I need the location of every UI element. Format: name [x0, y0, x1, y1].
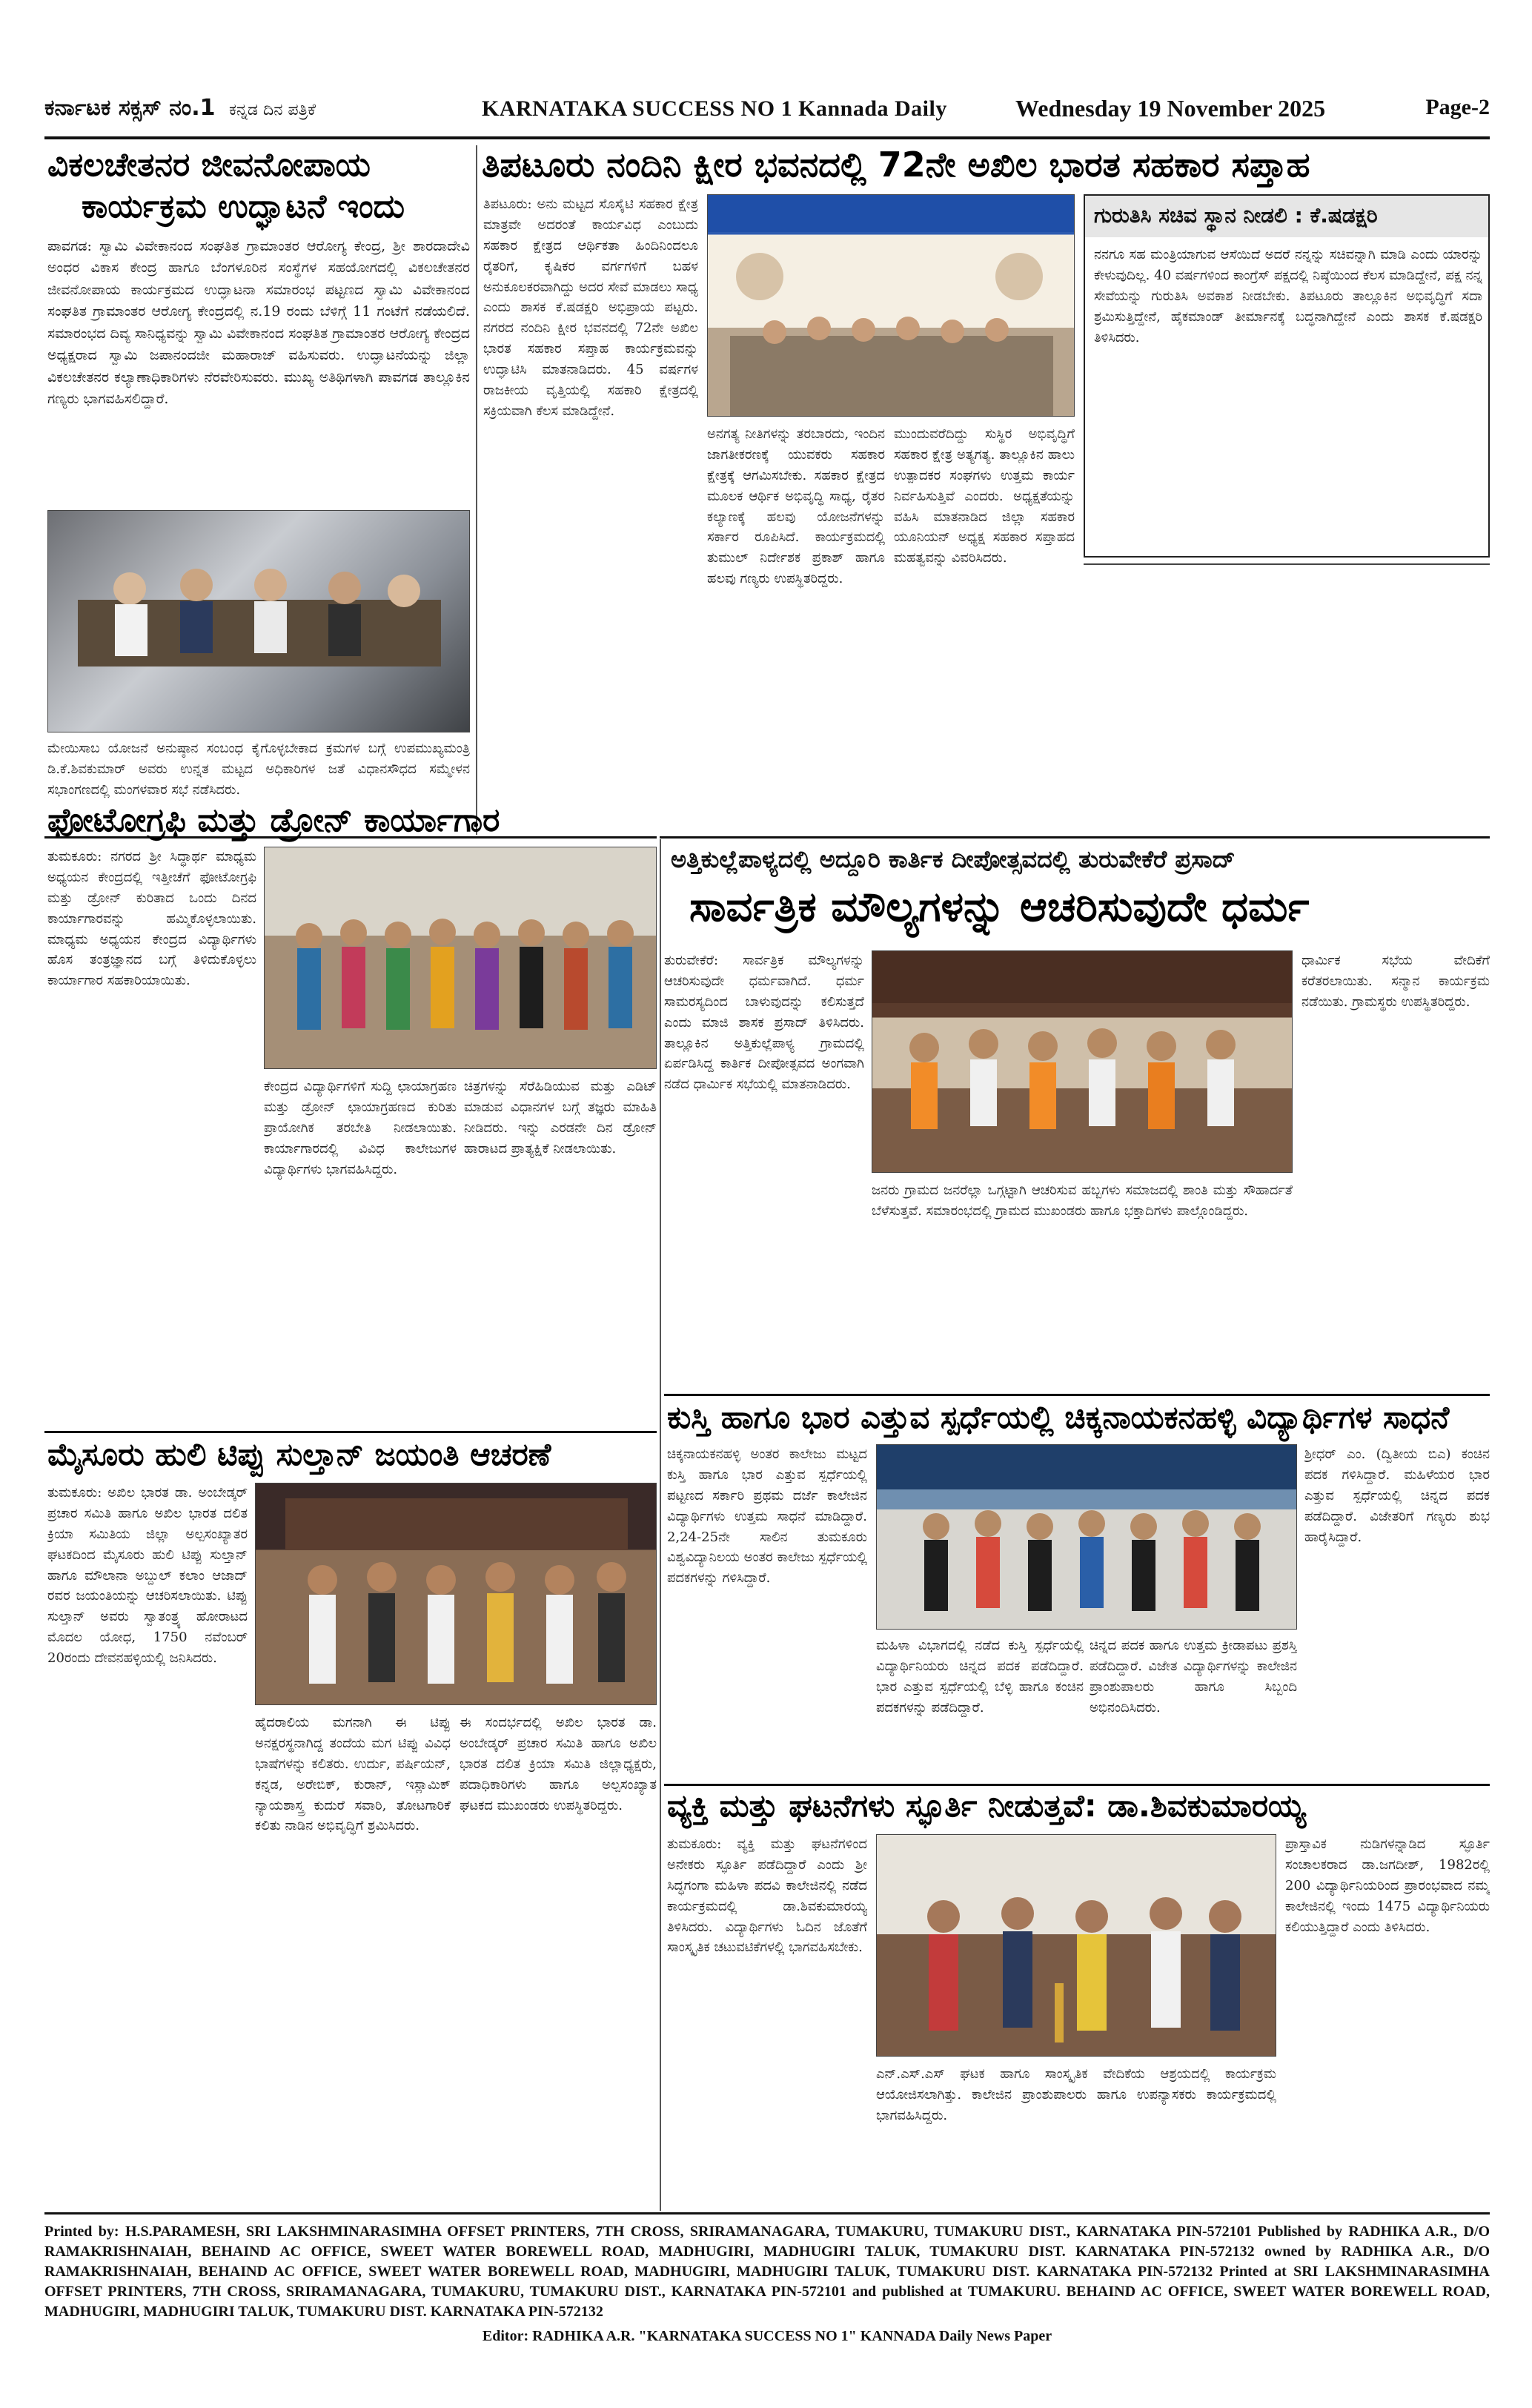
article-6-col-1: ಚಿಕ್ಕನಾಯಕನಹಳ್ಳಿ ಅಂತರ ಕಾಲೇಜು ಮಟ್ಟದ ಕುಸ್ತಿ ಹಾಗೂ ಭಾರ ಎತ್ತುವ ಸ್ಪರ್ಧೆಯಲ್ಲಿ ಪಟ್ಟಣದ ಸರ್ಕಾರಿ ಪ್ರಥಮ ದರ್ಜೆ ಕಾಲೇಜಿನ ವಿದ್ಯಾರ್ಥಿಗಳು ಉತ್ತಮ ಸಾಧನೆ ಮಾಡಿದ್ದಾರೆ. 2,24-25ನೇ ಸಾಲಿನ ತುಮಕೂರು ವಿಶ್ವವಿದ್ಯಾನಿಲಯ ಅಂತರ ಕಾಲೇಜು ಸ್ಪರ್ಧೆಯಲ್ಲಿ ಪದಕಗಳನ್ನು ಗಳಿಸಿದ್ದಾರೆ.: [667, 1446, 867, 1587]
article-3-box: [1084, 194, 1490, 558]
section-divider: [44, 1431, 657, 1433]
article-8-col-1: ತುಮಕೂರು: ವ್ಯಕ್ತಿ ಮತ್ತು ಘಟನೆಗಳಿಂದ ಅನೇಕರು ಸ್ಫೂರ್ತಿ ಪಡೆದಿದ್ದಾರೆ ಎಂದು ಶ್ರೀ ಸಿದ್ಧಗಂಗಾ ಮಹಿಳಾ ಪದವಿ ಕಾಲೇಜಿನಲ್ಲಿ ನಡೆದ ಕಾರ್ಯಕ್ರಮದಲ್ಲಿ ಡಾ.ಶಿವಕುಮಾರಯ್ಯ ತಿಳಿಸಿದರು. ವಿದ್ಯಾರ್ಥಿಗಳು ಓದಿನ ಜೊತೆಗೆ ಸಾಂಸ್ಕೃತಿಕ ಚಟುವಟಿಕೆಗಳಲ್ಲಿ ಭಾಗವಹಿಸಬೇಕು.: [667, 1836, 867, 1956]
article-5-col-3: ಧಾರ್ಮಿಕ ಸಭೆಯ ವೇದಿಕೆಗೆ ಕರೆತರಲಾಯಿತು. ಸನ್ಮಾನ ಕಾರ್ಯಕ್ರಮ ನಡೆಯಿತು. ಗ್ರಾಮಸ್ಥರು ಉಪಸ್ಥಿತರಿದ್ದರು.: [1301, 953, 1490, 1010]
article-7-col-2: ಹೈದರಾಲಿಯ ಮಗನಾಗಿ ಈ ಟಿಪ್ಪು ಅನಕ್ಷರಸ್ಥನಾಗಿದ್ದ ತಂದೆಯ ಮಗ ಟಿಪ್ಪು ವಿವಿಧ ಭಾಷೆಗಳನ್ನು ಕಲಿತರು. ಉರ್ದು, ಪರ್ಷಿಯನ್, ಕನ್ನಡ, ಅರೇಬಿಕ್, ಕುರಾನ್, ಇಸ್ಲಾಮಿಕ್ ನ್ಯಾಯಶಾಸ್ತ್ರ ಕುದುರೆ ಸವಾರಿ, ತೋಟಗಾರಿಕೆ ಕಲಿತು ನಾಡಿನ ಅಭಿವೃದ್ಧಿಗೆ ಶ್ರಮಿಸಿದರು.: [255, 1715, 451, 1834]
article-1-headline-line-1: ವಿಕಲಚೇತನರ ಜೀವನೋಪಾಯ: [47, 146, 371, 184]
article-7-col-3: ಈ ಸಂದರ್ಭದಲ್ಲಿ ಅಖಿಲ ಭಾರತ ಡಾ. ಅಂಬೇಡ್ಕರ್ ಪ್ರಚಾರ ಸಮಿತಿ ಹಾಗೂ ಅಖಿಲ ಭಾರತ ದಲಿತ ಕ್ರಿಯಾ ಸಮಿತಿ ಜಿಲ್ಲಾಧ್ಯಕ್ಷರು, ಪದಾಧಿಕಾರಿಗಳು ಹಾಗೂ ಅಲ್ಪಸಂಖ್ಯಾತ ಘಟಕದ ಮುಖಂಡರು ಉಪಸ್ಥಿತರಿದ್ದರು.: [460, 1715, 657, 1813]
masthead-english-title: KARNATAKA SUCCESS NO 1 Kannada Daily: [482, 96, 947, 121]
article-3-inset-photo: [1084, 563, 1490, 565]
article-5-headline-top: ಅತ್ತಿಕುಲ್ಲೆಪಾಳ್ಯದಲ್ಲಿ ಅದ್ದೂರಿ ಕಾರ್ತಿಕ ದೀಪೋತ್ಸವದಲ್ಲಿ ತುರುವೇಕೆರೆ ಪ್ರಸಾದ್: [671, 845, 1236, 873]
masthead-kannada-title: [44, 95, 316, 121]
column-divider: [476, 145, 477, 835]
article-4-col-3: ಚಿತ್ರಗಳನ್ನು ಸೆರೆಹಿಡಿಯುವ ಮತ್ತು ಎಡಿಟ್ ಮಾಡುವ ವಿಧಾನಗಳ ಬಗ್ಗೆ ತಜ್ಞರು ಮಾಹಿತಿ ನೀಡಿದರು. ಇನ್ನು ಎರಡನೇ ದಿನ ಡ್ರೋನ್ ಹಾರಾಟದ ಪ್ರಾತ್ಯಕ್ಷಿಕೆ ನೀಡಲಾಯಿತು.: [464, 1079, 657, 1157]
article-2-headline: ತಿಪಟೂರು ನಂದಿನಿ ಕ್ಷೀರ ಭವನದಲ್ಲಿ 72ನೇ ಅಖಿಲ ಭಾರತ ಸಹಕಾರ ಸಪ್ತಾಹ: [482, 145, 1310, 185]
article-8-col-3: ಪ್ರಾಸ್ತಾವಿಕ ನುಡಿಗಳನ್ನಾಡಿದ ಸ್ಫೂರ್ತಿ ಸಂಚಾಲಕರಾದ ಡಾ.ಜಗದೀಶ್, 1982ರಲ್ಲಿ 200 ವಿದ್ಯಾರ್ಥಿನಿಯರಿಂದ ಪ್ರಾರಂಭವಾದ ನಮ್ಮ ಕಾಲೇಜಿನಲ್ಲಿ ಇಂದು 1475 ವಿದ್ಯಾರ್ಥಿನಿಯರು ಕಲಿಯುತ್ತಿದ್ದಾರೆ ಎಂದು ತಿಳಿಸಿದರು.: [1285, 1836, 1490, 1935]
article-5-photo: [872, 950, 1293, 1173]
article-6-col-2: ಮಹಿಳಾ ವಿಭಾಗದಲ್ಲಿ ನಡೆದ ಕುಸ್ತಿ ಸ್ಪರ್ಧೆಯಲ್ಲಿ ವಿದ್ಯಾರ್ಥಿನಿಯರು ಚಿನ್ನದ ಪದಕ ಪಡೆದಿದ್ದಾರೆ. ಭಾರ ಎತ್ತುವ ಸ್ಪರ್ಧೆಯಲ್ಲಿ ಬೆಳ್ಳಿ ಹಾಗೂ ಕಂಚಿನ ಪದಕಗಳನ್ನು ಪಡೆದಿದ್ದಾರೆ.: [876, 1638, 1084, 1716]
article-3-headline: ಗುರುತಿಸಿ ಸಚಿವ ಸ್ಥಾನ ನೀಡಲಿ : ಕೆ.ಷಡಕ್ಷರಿ: [1094, 203, 1378, 228]
section-divider: [664, 1784, 1490, 1786]
footer-imprint: [44, 2212, 1490, 2346]
section-divider: [664, 1394, 1490, 1396]
footer-editor-line: Editor: RADHIKA A.R. "KARNATAKA SUCCESS NO 1" KANNADA Daily News Paper: [482, 2328, 1052, 2344]
kannada-title-text: ಕರ್ನಾಟಕ ಸಕ್ಸಸ್ ನಂ.1: [44, 95, 216, 121]
masthead: [44, 89, 1490, 139]
article-4-headline: ಫೋಟೋಗ್ರಫಿ ಮತ್ತು ಡ್ರೋನ್ ಕಾರ್ಯಾಗಾರ: [47, 801, 500, 839]
article-2-col-2: ಅನಗತ್ಯ ನೀತಿಗಳನ್ನು ತರಬಾರದು, ಇಂದಿನ ಜಾಗತೀಕರಣಕ್ಕೆ ಯುವಕರು ಸಹಕಾರ ಕ್ಷೇತ್ರಕ್ಕೆ ಆಗಮಿಸಬೇಕು. ಸಹಕಾರ ಕ್ಷೇತ್ರದ ಮೂಲಕ ಆರ್ಥಿಕ ಅಭಿವೃದ್ಧಿ ಸಾಧ್ಯ, ರೈತರ ಕಲ್ಯಾಣಕ್ಕೆ ಹಲವು ಯೋಜನೆಗಳನ್ನು ಸರ್ಕಾರ ರೂಪಿಸಿದೆ. ಕಾರ್ಯಕ್ರಮದಲ್ಲಿ ತುಮುಲ್ ನಿರ್ದೇಶಕ ಪ್ರಕಾಶ್ ಹಾಗೂ ಹಲವು ಗಣ್ಯರು ಉಪಸ್ಥಿತರಿದ್ದರು.: [707, 426, 885, 587]
article-1-photo-caption: ಮೇಯಿಸಾಬ ಯೋಜನೆ ಅನುಷ್ಠಾನ ಸಂಬಂಧ ಕೈಗೊಳ್ಳಬೇಕಾದ ಕ್ರಮಗಳ ಬಗ್ಗೆ ಉಪಮುಖ್ಯಮಂತ್ರಿ ಡಿ.ಕೆ.ಶಿವಕುಮಾರ್ ಅವರು ಉನ್ನತ ಮಟ್ಟದ ಅಧಿಕಾರಿಗಳ ಜತೆ ವಿಧಾನಸೌಧದ ಸಮ್ಮೇಳನ ಸಭಾಂಗಣದಲ್ಲಿ ಮಂಗಳವಾರ ಸಭೆ ನಡೆಸಿದರು.: [47, 741, 470, 798]
article-7-headline: ಮೈಸೂರು ಹುಲಿ ಟಿಪ್ಪು ಸುಲ್ತಾನ್ ಜಯಂತಿ ಆಚರಣೆ: [47, 1436, 551, 1472]
article-6-photo: [876, 1444, 1297, 1630]
column-divider: [660, 839, 661, 2211]
article-2-col-3: ಮುಂದುವರೆದಿದ್ದು ಸುಸ್ಥಿರ ಅಭಿವೃದ್ಧಿಗೆ ಸಹಕಾರ ಕ್ಷೇತ್ರ ಅತ್ಯಗತ್ಯ. ತಾಲ್ಲೂಕಿನ ಹಾಲು ಉತ್ಪಾದಕರ ಸಂಘಗಳು ಉತ್ತಮ ಕಾರ್ಯ ನಿರ್ವಹಿಸುತ್ತಿವೆ ಎಂದರು. ಅಧ್ಯಕ್ಷತೆಯನ್ನು ವಹಿಸಿ ಮಾತನಾಡಿದ ಜಿಲ್ಲಾ ಸಹಕಾರ ಯೂನಿಯನ್ ಅಧ್ಯಕ್ಷ ಸಹಕಾರ ಸಪ್ತಾಹದ ಮಹತ್ವವನ್ನು ವಿವರಿಸಿದರು.: [894, 426, 1075, 566]
footer-imprint-text: Printed by: H.S.PARAMESH, SRI LAKSHMINARASIMHA OFFSET PRINTERS, 7TH CROSS, SRIRAMANAGARA, TUMAKURU, TUMAKURU DIST., KARNATAKA PIN-572101 Published by RADHIKA A.R., D/O RAMAKRISHNAIAH, BEHAIND AC OFFICE, SWEET WATER BOREWELL ROAD, MADHUGIRI, MADHUGIRI TALUK, TUMAKURU DIST. KARNATAKA PIN-572132 owned by RADHIKA A.R., D/O RAMAKRISHNAIAH, BEHAIND AC OFFICE, SWEET WATER BOREWELL ROAD, MADHUGIRI, MADHUGIRI TALUK, TUMAKURU DIST. KARNATAKA PIN-572132 Printed at SRI LAKSHMINARASIMHA OFFSET PRINTERS, 7TH CROSS, SRIRAMANAGARA, TUMAKURU, TUMAKURU DIST., KARNATAKA PIN-572101 and published at TUMAKURU. BEHAIND AC OFFICE, SWEET WATER BOREWELL ROAD, MADHUGIRI, MADHUGIRI TALUK, TUMAKURU DIST. KARNATAKA PIN-572132: [44, 2223, 1490, 2320]
article-8-photo: [876, 1834, 1276, 2057]
article-2-col-1: ತಿಪಟೂರು: ಅನು ಮಟ್ಟದ ಸೊಸೈಟಿ ಸಹಕಾರ ಕ್ಷೇತ್ರ ಮಾತ್ರವೇ ಅದರಂತೆ ಕಾರ್ಯವಿಧ ಎಂಬುದು ಸಹಕಾರ ಕ್ಷೇತ್ರದ ಆರ್ಥಿಕತಾ ಹಿಂದಿನಿಂದಲೂ ರೈತರಿಗೆ, ಕೃಷಿಕರ ವರ್ಗಗಳಿಗೆ ಬಹಳ ಅನುಕೂಲಕರವಾಗಿದ್ದು ಅದರ ಸೇವೆ ಮಾಡಲು ಸಾಧ್ಯ ಎಂದು ಶಾಸಕ ಕೆ.ಷಡಕ್ಷರಿ ಅಭಿಪ್ರಾಯ ಪಟ್ಟರು. ನಗರದ ನಂದಿನಿ ಕ್ಷೀರ ಭವನದಲ್ಲಿ 72ನೇ ಅಖಿಲ ಭಾರತ ಸಹಕಾರ ಸಪ್ತಾಹ ಕಾರ್ಯಕ್ರಮವನ್ನು ಉದ್ಘಾಟಿಸಿ ಮಾತನಾಡಿದರು. 45 ವರ್ಷಗಳ ರಾಜಕೀಯ ವೃತ್ತಿಯಲ್ಲಿ ಸಹಕಾರಿ ಕ್ಷೇತ್ರದಲ್ಲಿ ಸಕ್ರಿಯವಾಗಿ ಕೆಲಸ ಮಾಡಿದ್ದೇನೆ.: [483, 196, 698, 419]
article-7-col-1: ತುಮಕೂರು: ಅಖಿಲ ಭಾರತ ಡಾ. ಅಂಬೇಡ್ಕರ್ ಪ್ರಚಾರ ಸಮಿತಿ ಹಾಗೂ ಅಖಿಲ ಭಾರತ ದಲಿತ ಕ್ರಿಯಾ ಸಮಿತಿಯ ಜಿಲ್ಲಾ ಅಲ್ಪಸಂಖ್ಯಾತರ ಘಟಕದಿಂದ ಮೈಸೂರು ಹುಲಿ ಟಿಪ್ಪು ಸುಲ್ತಾನ್ ಹಾಗೂ ಮೌಲಾನಾ ಅಬ್ದುಲ್ ಕಲಾಂ ಆಜಾದ್ ರವರ ಜಯಂತಿಯನ್ನು ಆಚರಿಸಲಾಯಿತು. ಟಿಪ್ಪು ಸುಲ್ತಾನ್ ಅವರು ಸ್ವಾತಂತ್ರ್ಯ ಹೋರಾಟದ ಮೊದಲ ಯೋಧ, 1750 ನವೆಂಬರ್ 20ರಂದು ದೇವನಹಳ್ಳಿಯಲ್ಲಿ ಜನಿಸಿದರು.: [47, 1485, 248, 1667]
article-1-body: ಪಾವಗಡ: ಸ್ವಾಮಿ ವಿವೇಕಾನಂದ ಸಂಘತಿತ ಗ್ರಾಮಾಂತರ ಆರೋಗ್ಯ ಕೇಂದ್ರ, ಶ್ರೀ ಶಾರದಾದೇವಿ ಅಂಧರ ವಿಕಾಸ ಕೇಂದ್ರ ಹಾಗೂ ಬೆಂಗಳೂರಿನ ಸಂಸ್ಥೆಗಳ ಸಹಯೋಗದಲ್ಲಿ ವಿಕಲಚೇತನರ ಜೀವನೋಪಾಯ ಕಾರ್ಯಕ್ರಮದ ಉದ್ಘಾಟನಾ ಸಮಾರಂಭ ಪಟ್ಟಣದ ಸ್ವಾಮಿ ವಿವೇಕಾನಂದ ಸಂಘತಿತ ಗ್ರಾಮಾಂತರ ಆರೋಗ್ಯ ಕೇಂದ್ರದಲ್ಲಿ ನ.19 ರಂದು ಬೆಳಿಗ್ಗೆ 11 ಗಂಟೆಗೆ ನಡೆಯಲಿದೆ. ಸಮಾರಂಭದ ದಿವ್ಯ ಸಾನಿಧ್ಯವನ್ನು ಸ್ವಾಮಿ ವಿವೇಕಾನಂದ ಸಂಘತಿತ ಗ್ರಾಮಾಂತರ ಆರೋಗ್ಯ ಕೇಂದ್ರದ ಅಧ್ಯಕ್ಷರಾದ ಸ್ವಾಮಿ ಜಪಾನಂದಜೀ ಮಹಾರಾಜ್ ವಹಿಸುವರು. ಉದ್ಘಾಟನೆಯನ್ನು ಜಿಲ್ಲಾ ವಿಕಲಚೇತನರ ಕಲ್ಯಾಣಾಧಿಕಾರಿಗಳು ನೆರವೇರಿಸುವರು. ಮುಖ್ಯ ಅತಿಥಿಗಳಾಗಿ ಪಾವಗಡ ತಾಲ್ಲೂಕಿನ ಗಣ್ಯರು ಭಾಗವಹಿಸಲಿದ್ದಾರೆ.: [47, 238, 470, 408]
article-5-col-1: ತುರುವೇಕೆರೆ: ಸಾರ್ವತ್ರಿಕ ಮೌಲ್ಯಗಳನ್ನು ಆಚರಿಸುವುದೇ ಧರ್ಮವಾಗಿದೆ. ಧರ್ಮ ಸಾಮರಸ್ಯದಿಂದ ಬಾಳುವುದನ್ನು ಕಲಿಸುತ್ತದೆ ಎಂದು ಮಾಜಿ ಶಾಸಕ ಪ್ರಸಾದ್ ತಿಳಿಸಿದರು. ತಾಲ್ಲೂಕಿನ ಅತ್ತಿಕುಲ್ಲೆಪಾಳ್ಯ ಗ್ರಾಮದಲ್ಲಿ ಏರ್ಪಡಿಸಿದ್ದ ಕಾರ್ತಿಕ ದೀಪೋತ್ಸವದ ಅಂಗವಾಗಿ ನಡೆದ ಧಾರ್ಮಿಕ ಸಭೆಯಲ್ಲಿ ಮಾತನಾಡಿದರು.: [664, 953, 864, 1093]
section-divider: [660, 836, 1490, 838]
kannada-subtitle-text: ಕನ್ನಡ ದಿನ ಪತ್ರಿಕೆ: [228, 101, 316, 119]
article-8-col-2: ಎನ್.ಎಸ್.ಎಸ್ ಘಟಕ ಹಾಗೂ ಸಾಂಸ್ಕೃತಿಕ ವೇದಿಕೆಯ ಆಶ್ರಯದಲ್ಲಿ ಕಾರ್ಯಕ್ರಮ ಆಯೋಜಿಸಲಾಗಿತ್ತು. ಕಾಲೇಜಿನ ಪ್ರಾಂಶುಪಾಲರು ಹಾಗೂ ಉಪನ್ಯಾಸಕರು ಕಾರ್ಯಕ್ರಮದಲ್ಲಿ ಭಾಗವಹಿಸಿದ್ದರು.: [876, 2066, 1276, 2123]
article-5-col-2: ಜನರು ಗ್ರಾಮದ ಜನರೆಲ್ಲಾ ಒಗ್ಗಟ್ಟಾಗಿ ಆಚರಿಸುವ ಹಬ್ಬಗಳು ಸಮಾಜದಲ್ಲಿ ಶಾಂತಿ ಮತ್ತು ಸೌಹಾರ್ದತೆ ಬೆಳೆಸುತ್ತವೆ. ಸಮಾರಂಭದಲ್ಲಿ ಗ್ರಾಮದ ಮುಖಂಡರು ಹಾಗೂ ಭಕ್ತಾದಿಗಳು ಪಾಲ್ಗೊಂಡಿದ್ದರು.: [872, 1182, 1293, 1219]
article-6-headline: ಕುಸ್ತಿ ಹಾಗೂ ಭಾರ ಎತ್ತುವ ಸ್ಪರ್ಧೆಯಲ್ಲಿ ಚಿಕ್ಕನಾಯಕನಹಳ್ಳಿ ವಿದ್ಯಾರ್ಥಿಗಳ ಸಾಧನೆ: [667, 1399, 1450, 1435]
page-number: Page-2: [1425, 95, 1490, 119]
article-6-col-3: ಚಿನ್ನದ ಪದಕ ಹಾಗೂ ಉತ್ತಮ ಕ್ರೀಡಾಪಟು ಪ್ರಶಸ್ತಿ ಪಡೆದಿದ್ದಾರೆ. ವಿಜೇತ ವಿದ್ಯಾರ್ಥಿಗಳನ್ನು ಕಾಲೇಜಿನ ಪ್ರಾಂಶುಪಾಲರು ಹಾಗೂ ಸಿಬ್ಬಂದಿ ಅಭಿನಂದಿಸಿದರು.: [1090, 1638, 1297, 1716]
article-3-body: ನನಗೂ ಸಹ ಮಂತ್ರಿಯಾಗುವ ಆಸೆಯಿದೆ ಅದರೆ ನನ್ನನ್ನು ಸಚಿವನ್ನಾಗಿ ಮಾಡಿ ಎಂದು ಯಾರನ್ನು ಕೇಳುವುದಿಲ್ಲ. 40 ವರ್ಷಗಳಿಂದ ಕಾಂಗ್ರೆಸ್ ಪಕ್ಷದಲ್ಲಿ ನಿಷ್ಠೆಯಿಂದ ಕೆಲಸ ಮಾಡಿದ್ದೇನೆ, ಪಕ್ಷ ನನ್ನ ಸೇವೆಯನ್ನು ಗುರುತಿಸಿ ಅವಕಾಶ ನೀಡಬೇಕು. ತಿಪಟೂರು ತಾಲ್ಲೂಕಿನ ಅಭಿವೃದ್ಧಿಗೆ ಸದಾ ಶ್ರಮಿಸುತ್ತಿದ್ದೇನೆ, ಹೈಕಮಾಂಡ್ ತೀರ್ಮಾನಕ್ಕೆ ಬದ್ಧನಾಗಿದ್ದೇನೆ ಎಂದು ಶಾಸಕ ಕೆ.ಷಡಕ್ಷರಿ ತಿಳಿಸಿದರು.: [1094, 247, 1482, 345]
masthead-date: Wednesday 19 November 2025: [1015, 95, 1326, 122]
article-1-headline-line-2: ಕಾರ್ಯಕ್ರಮ ಉದ್ಘಾಟನೆ ಇಂದು: [82, 188, 405, 225]
article-4-col-1: ತುಮಕೂರು: ನಗರದ ಶ್ರೀ ಸಿದ್ಧಾರ್ಥ ಮಾಧ್ಯಮ ಅಧ್ಯಯನ ಕೇಂದ್ರದಲ್ಲಿ ಇತ್ತೀಚೆಗೆ ಫೋಟೋಗ್ರಫಿ ಮತ್ತು ಡ್ರೋನ್ ಕುರಿತಾದ ಒಂದು ದಿನದ ಕಾರ್ಯಾಗಾರವನ್ನು ಹಮ್ಮಿಕೊಳ್ಳಲಾಯಿತು. ಮಾಧ್ಯಮ ಅಧ್ಯಯನ ಕೇಂದ್ರದ ವಿದ್ಯಾರ್ಥಿಗಳು ಹೊಸ ತಂತ್ರಜ್ಞಾನದ ಬಗ್ಗೆ ತಿಳಿದುಕೊಳ್ಳಲು ಕಾರ್ಯಾಗಾರ ಸಹಕಾರಿಯಾಯಿತು.: [47, 849, 256, 989]
article-8-headline: ವ್ಯಕ್ತಿ ಮತ್ತು ಘಟನೆಗಳು ಸ್ಫೂರ್ತಿ ನೀಡುತ್ತವೆ: ಡಾ.ಶಿವಕುಮಾರಯ್ಯ: [667, 1787, 1306, 1824]
article-6-col-4: ಶ್ರೀಧರ್ ಎಂ. (ದ್ವಿತೀಯ ಬಿಎ) ಕಂಚಿನ ಪದಕ ಗಳಿಸಿದ್ದಾರೆ. ಮಹಿಳೆಯರ ಭಾರ ಎತ್ತುವ ಸ್ಪರ್ಧೆಯಲ್ಲಿ ಚಿನ್ನದ ಪದಕ ಪಡೆದಿದ್ದಾರೆ. ವಿಜೇತರಿಗೆ ಗಣ್ಯರು ಶುಭ ಹಾರೈಸಿದ್ದಾರೆ.: [1304, 1446, 1490, 1545]
article-4-col-2: ಕೇಂದ್ರದ ವಿದ್ಯಾರ್ಥಿಗಳಿಗೆ ಸುದ್ದಿ ಛಾಯಾಗ್ರಹಣ ಮತ್ತು ಡ್ರೋನ್ ಛಾಯಾಗ್ರಹಣದ ಕುರಿತು ಪ್ರಾಯೋಗಿಕ ತರಬೇತಿ ನೀಡಲಾಯಿತು. ಕಾರ್ಯಾಗಾರದಲ್ಲಿ ವಿವಿಧ ಕಾಲೇಜುಗಳ ವಿದ್ಯಾರ್ಥಿಗಳು ಭಾಗವಹಿಸಿದ್ದರು.: [264, 1079, 457, 1177]
article-4-photo: [264, 847, 657, 1069]
article-2-photo: [707, 194, 1075, 417]
article-1-photo: [47, 510, 470, 732]
article-7-photo: [255, 1483, 657, 1705]
article-5-headline-main: ಸಾರ್ವತ್ರಿಕ ಮೌಲ್ಯಗಳನ್ನು ಆಚರಿಸುವುದೇ ಧರ್ಮ: [689, 883, 1310, 931]
